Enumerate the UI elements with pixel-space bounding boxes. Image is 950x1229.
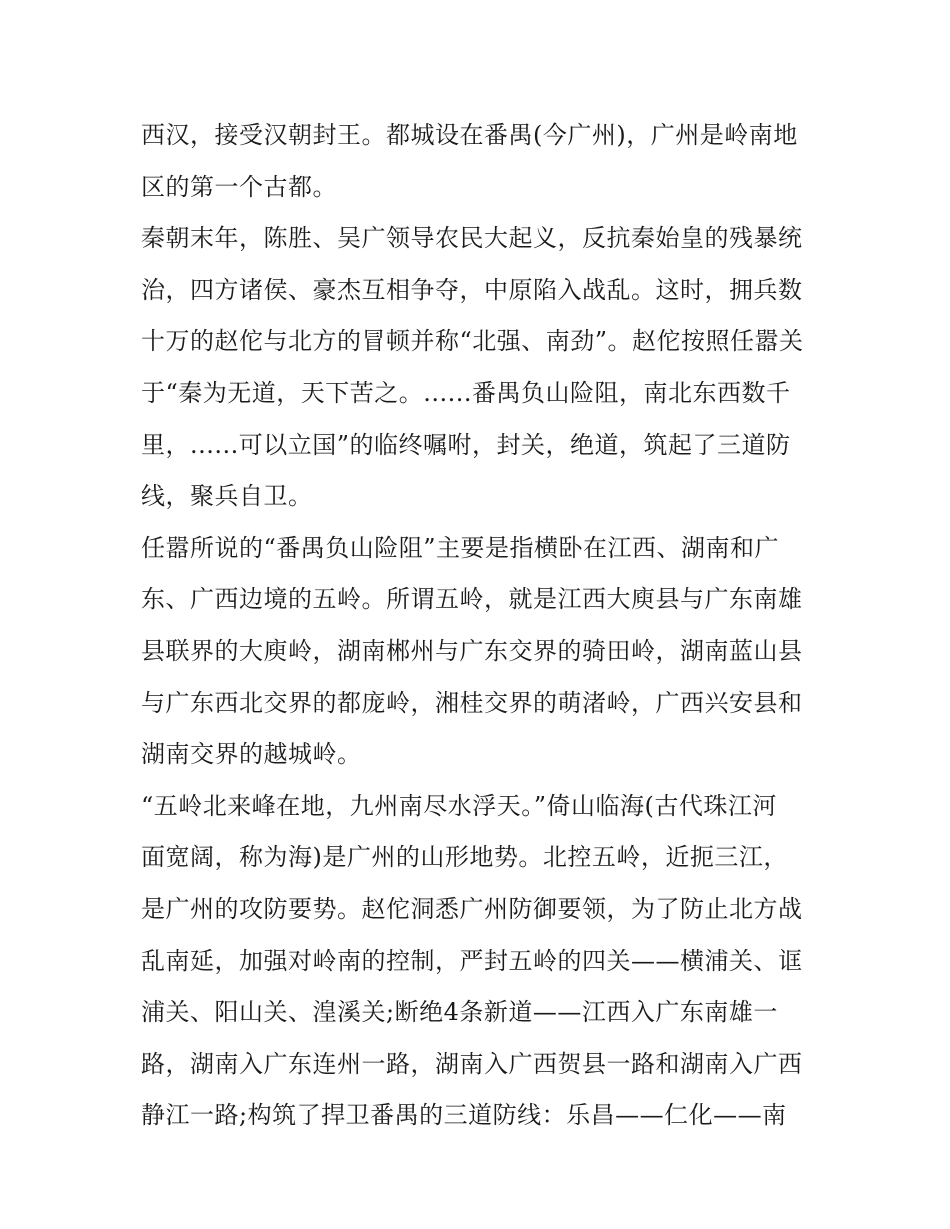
text-line: 线，聚兵自卫。 <box>141 482 313 511</box>
text-line: 浦关、阳山关、湟溪关;断绝4条新道——江西入广东南雄一 <box>141 998 778 1027</box>
text-line: 西汉，接受汉朝封王。都城设在番禺(今广州)，广州是岭南地 <box>141 121 798 149</box>
text-line: 乱南延，加强对岭南的控制，严封五岭的四关——横浦关、诓 <box>141 946 803 975</box>
text-line: 面宽阔，称为海)是广州的山形地势。北控五岭，近扼三江， <box>141 843 788 872</box>
text-line: 治，四方诸侯、豪杰互相争夺，中原陷入战乱。这时，拥兵数 <box>141 275 803 304</box>
text-line: 区的第一个古都。 <box>141 172 337 201</box>
text-line: 十万的赵佗与北方的冒顿并称“北强、南劲”。赵佗按照任嚣关 <box>141 327 804 356</box>
text-line: 于“秦为无道，天下苦之。......番禺负山险阻，南北东西数千 <box>141 378 791 407</box>
text-line: 静江一路;构筑了捍卫番禺的三道防线：乐昌——仁化——南 <box>141 1101 787 1130</box>
text-line: 路，湖南入广东连州一路，湖南入广西贺县一路和湖南入广西 <box>141 1049 803 1078</box>
text-line: 与广东西北交界的都庞岭，湘桂交界的萌渚岭，广西兴安县和 <box>141 688 803 717</box>
text-line: 县联界的大庾岭，湖南郴州与广东交界的骑田岭，湖南蓝山县 <box>141 636 803 665</box>
text-line: 秦朝末年，陈胜、吴广领导农民大起义，反抗秦始皇的残暴统 <box>141 224 803 253</box>
text-line: 东、广西边境的五岭。所谓五岭，就是江西大庾县与广东南雄 <box>141 585 803 614</box>
text-line: 湖南交界的越城岭。 <box>141 740 362 769</box>
text-line: 里，......可以立国”的临终嘱咐，封关，绝道，筑起了三道防 <box>141 430 791 459</box>
text-line: “五岭北来峰在地，九州南尽水浮天。”倚山临海(古代珠江河 <box>141 791 777 820</box>
body-text <box>141 110 821 1142</box>
text-line: 任嚣所说的“番禺负山险阻”主要是指横卧在江西、湖南和广 <box>141 533 780 562</box>
text-line: 是广州的攻防要势。赵佗洞悉广州防御要领，为了防止北方战 <box>141 894 803 923</box>
